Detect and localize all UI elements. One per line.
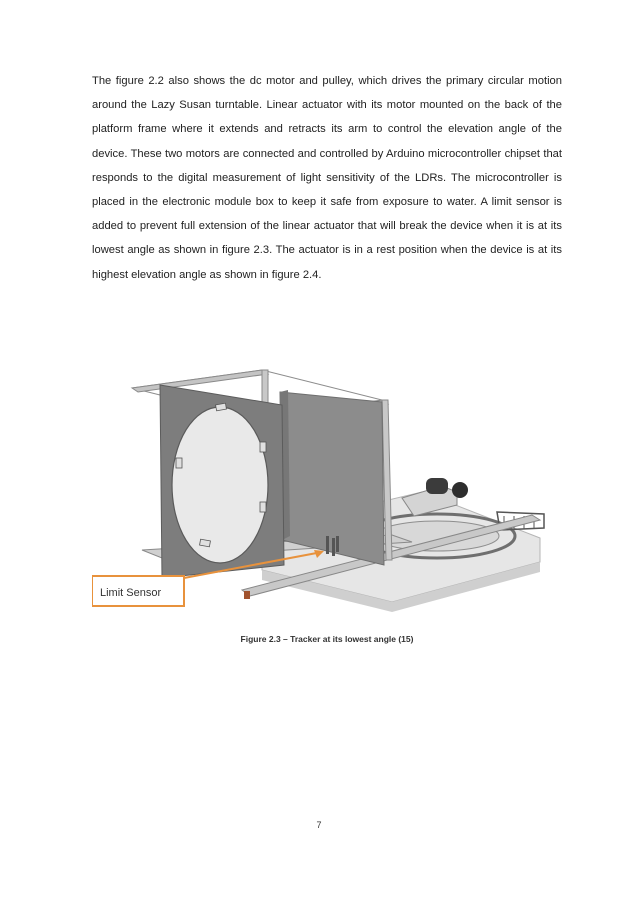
page-number: 7 [316, 820, 322, 830]
tracker-cad-render [92, 340, 562, 615]
body-paragraph: The figure 2.2 also shows the dc motor and pulley, which drives the primary circular motion around the Lazy Susan turntable. Linear actuator with its motor mounted on the back of the platform frame where it extends and retracts its arm to control the elevation angle of the device. These two motors are connected and controlled by Arduino microcontroller chipset that responds to the digital measurement of light sensitivity of the LDRs. The microcontroller is placed in the electronic module box to keep it safe from exposure to water. A limit sensor is added to prevent full extension of the linear actuator that will break the device when it is at its lowest angle as shown in figure 2.3. The actuator is in a rest position when the device is at its highest elevation angle as shown in figure 2.4. [92, 75, 562, 281]
frame-rail-top-back [132, 370, 268, 392]
figure-caption: Figure 2.3 – Tracker at its lowest angle (15) [240, 634, 414, 644]
callout-label: Limit Sensor [100, 587, 162, 599]
figure-2-3 [92, 340, 562, 615]
rail-end-cap [244, 591, 250, 599]
circular-mirror [172, 407, 268, 563]
actuator-motor-cap [452, 482, 468, 498]
actuator-motor [426, 478, 448, 494]
limit-sensor [326, 536, 329, 554]
